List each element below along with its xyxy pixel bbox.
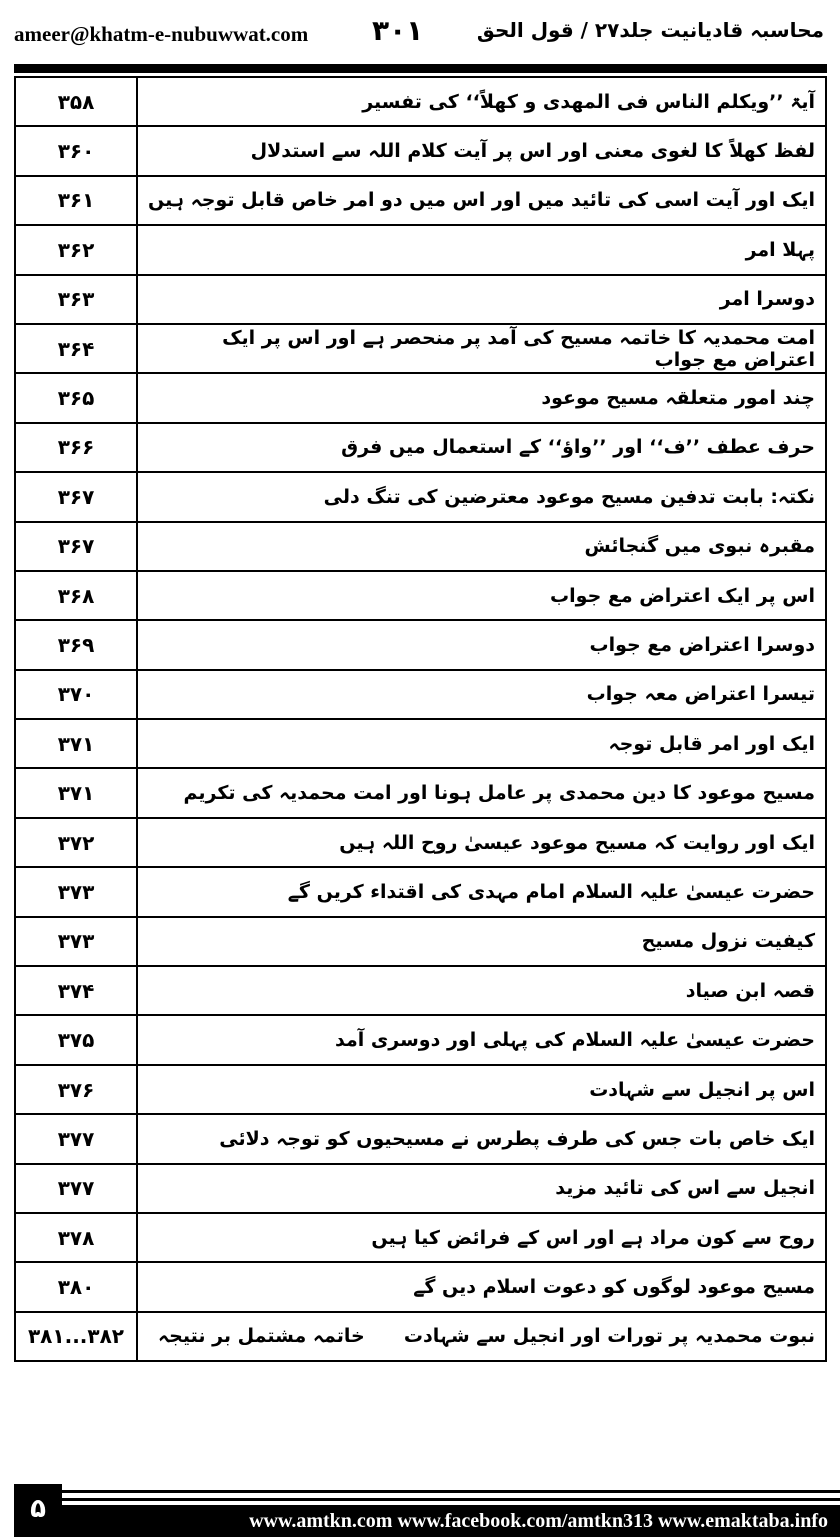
- row-title: مقبرہ نبوی میں گنجائش: [584, 535, 815, 558]
- header-divider: [14, 64, 827, 73]
- header-page-number: ۳۰۱: [372, 14, 424, 47]
- row-page-number: ۳۶۵: [15, 373, 137, 422]
- row-page-number: ۳۷۳: [15, 867, 137, 916]
- table-row: [15, 917, 826, 966]
- footer-links: www.amtkn.com www.facebook.com/amtkn313 www.emaktaba.info: [62, 1505, 840, 1537]
- row-page-number: ۳۶۳: [15, 275, 137, 324]
- row-page-number: ۳۷۲: [15, 818, 137, 867]
- row-title-cell: [137, 1015, 826, 1064]
- row-page-number: ۳۶۷: [15, 472, 137, 521]
- row-title: انجیل سے اس کی تائید مزید: [555, 1177, 815, 1200]
- table-row: [15, 423, 826, 472]
- row-page-number: ۳۷۷: [15, 1164, 137, 1213]
- row-title: ایک اور آیت اسی کی تائید میں اور اس میں دو امر خاص قابل توجہ ہیں: [148, 189, 815, 212]
- row-title: ایک اور امر قابل توجہ: [608, 732, 815, 755]
- row-title: کیفیت نزول مسیح: [641, 930, 815, 953]
- row-title-cell: [137, 472, 826, 521]
- row-page-number: ۳۶۹: [15, 620, 137, 669]
- row-title: لفظ کھلاً کا لغوی معنی اور اس پر آیت کلام اللہ سے استدلال: [250, 140, 815, 163]
- row-title: روح سے کون مراد ہے اور اس کے فرائض کیا ہیں: [371, 1226, 815, 1249]
- table-row: [15, 373, 826, 422]
- row-title: حضرت عیسیٰ علیہ السلام امام مہدی کی اقتداء کریں گے: [287, 880, 815, 903]
- row-title-cell: [137, 275, 826, 324]
- row-title: اس پر انجیل سے شہادت: [589, 1078, 815, 1101]
- row-page-number: ۳۶۰: [15, 126, 137, 175]
- row-title: اس پر ایک اعتراض مع جواب: [550, 584, 815, 607]
- row-title-cell: [137, 176, 826, 225]
- row-page-number: ۳۶۷: [15, 522, 137, 571]
- table-row: [15, 1015, 826, 1064]
- table-row: [15, 966, 826, 1015]
- table-row: [15, 176, 826, 225]
- row-page-number: ۳۷۵: [15, 1015, 137, 1064]
- row-page-number: ۳۷۷: [15, 1114, 137, 1163]
- row-title-cell: [137, 818, 826, 867]
- row-title: چند امور متعلقہ مسیح موعود: [541, 387, 815, 410]
- table-row: [15, 225, 826, 274]
- row-title: تیسرا اعتراض معہ جواب: [586, 683, 815, 706]
- row-title-cell: [137, 1312, 826, 1361]
- row-title-cell: [137, 719, 826, 768]
- table-row: [15, 620, 826, 669]
- row-page-number: ۳۶۲: [15, 225, 137, 274]
- row-page-number: ۳۸۰: [15, 1262, 137, 1311]
- table-row: [15, 818, 826, 867]
- table-row: [15, 571, 826, 620]
- footer-divider: [62, 1490, 840, 1493]
- row-page-number: ۳۷۰: [15, 670, 137, 719]
- row-title: ایک اور روایت کہ مسیح موعود عیسیٰ روح اللہ ہیں: [339, 831, 815, 854]
- footer-divider: [62, 1498, 840, 1501]
- table-row: [15, 324, 826, 373]
- table-row: [15, 768, 826, 817]
- row-title: مسیح موعود لوگوں کو دعوت اسلام دیں گے: [413, 1276, 815, 1299]
- row-title-cell: [137, 1262, 826, 1311]
- row-title: نکتہ: بابت تدفین مسیح موعود معترضین کی تنگ دلی: [323, 485, 815, 508]
- row-page-number: ۳۷۶: [15, 1065, 137, 1114]
- row-title: نبوت محمدیہ پر تورات اور انجیل سے شہادت: [403, 1325, 815, 1348]
- row-title-cell: [137, 522, 826, 571]
- table-row: [15, 522, 826, 571]
- row-title-cell: [137, 966, 826, 1015]
- table-row: [15, 472, 826, 521]
- row-title-cell: [137, 324, 826, 373]
- row-title: پہلا امر: [745, 238, 815, 261]
- table-row: [15, 1262, 826, 1311]
- table-row: [15, 126, 826, 175]
- row-title-cell: [137, 571, 826, 620]
- table-row: [15, 1213, 826, 1262]
- table-row: [15, 867, 826, 916]
- row-page-number: ۳۷۱: [15, 768, 137, 817]
- row-page-number: ۳۷۳: [15, 917, 137, 966]
- row-title-cell: [137, 373, 826, 422]
- row-title: حرف عطف ’’ف‘‘ اور ’’واؤ‘‘ کے استعمال میں فرق: [341, 436, 815, 459]
- row-title: حضرت عیسیٰ علیہ السلام کی پہلی اور دوسری آمد: [334, 1029, 815, 1052]
- row-title: ایک خاص بات جس کی طرف پطرس نے مسیحیوں کو توجہ دلائی: [219, 1127, 815, 1150]
- row-title-cell: [137, 1164, 826, 1213]
- row-title: مسیح موعود کا دین محمدی پر عامل ہونا اور امت محمدیہ کی تکریم: [183, 782, 815, 805]
- row-page-number: ۳۵۸: [15, 77, 137, 126]
- row-title-cell: [137, 768, 826, 817]
- row-page-number: ۳۶۸: [15, 571, 137, 620]
- row-title-cell: [137, 225, 826, 274]
- row-title-cell: [137, 423, 826, 472]
- table-row: [15, 1164, 826, 1213]
- row-title-cell: [137, 126, 826, 175]
- row-title: امت محمدیہ کا خاتمہ مسیح کی آمد پر منحصر ہے اور اس پر ایک اعتراض مع جواب: [222, 326, 815, 371]
- row-page-number: ۳۸۱...۳۸۲: [15, 1312, 137, 1361]
- row-title-cell: [137, 77, 826, 126]
- table-row: [15, 1312, 826, 1361]
- header-book-title: محاسبہ قادیانیت جلد۲۷ / قول الحق: [476, 18, 824, 42]
- row-title: دوسرا امر: [719, 288, 815, 311]
- row-title: قصہ ابن صیاد: [685, 979, 815, 1002]
- table-row: [15, 719, 826, 768]
- table-row: [15, 670, 826, 719]
- row-title-cell: [137, 917, 826, 966]
- table-row: [15, 77, 826, 126]
- row-title-cell: [137, 1114, 826, 1163]
- header-email: ameer@khatm-e-nubuwwat.com: [14, 22, 309, 46]
- row-page-number: ۳۶۱: [15, 176, 137, 225]
- row-title: آیۃ ’’ویکلم الناس فی المھدی و کھلاً‘‘ کی تفسیر: [362, 90, 815, 113]
- table-row: [15, 1114, 826, 1163]
- row-title-cell: [137, 620, 826, 669]
- row-title-cell: [137, 1065, 826, 1114]
- row-title-cell: [137, 867, 826, 916]
- footer-page-marker: ۵: [14, 1484, 62, 1537]
- row-page-number: ۳۷۴: [15, 966, 137, 1015]
- row-page-number: ۳۷۸: [15, 1213, 137, 1262]
- contents-table: [14, 76, 827, 1362]
- row-extra-title: خاتمہ مشتمل بر نتیجہ: [158, 1325, 365, 1348]
- row-title: دوسرا اعتراض مع جواب: [589, 633, 815, 656]
- table-row: [15, 275, 826, 324]
- row-page-number: ۳۶۴: [15, 324, 137, 373]
- row-title-cell: [137, 670, 826, 719]
- table-row: [15, 1065, 826, 1114]
- row-page-number: ۳۷۱: [15, 719, 137, 768]
- row-page-number: ۳۶۶: [15, 423, 137, 472]
- row-title-cell: [137, 1213, 826, 1262]
